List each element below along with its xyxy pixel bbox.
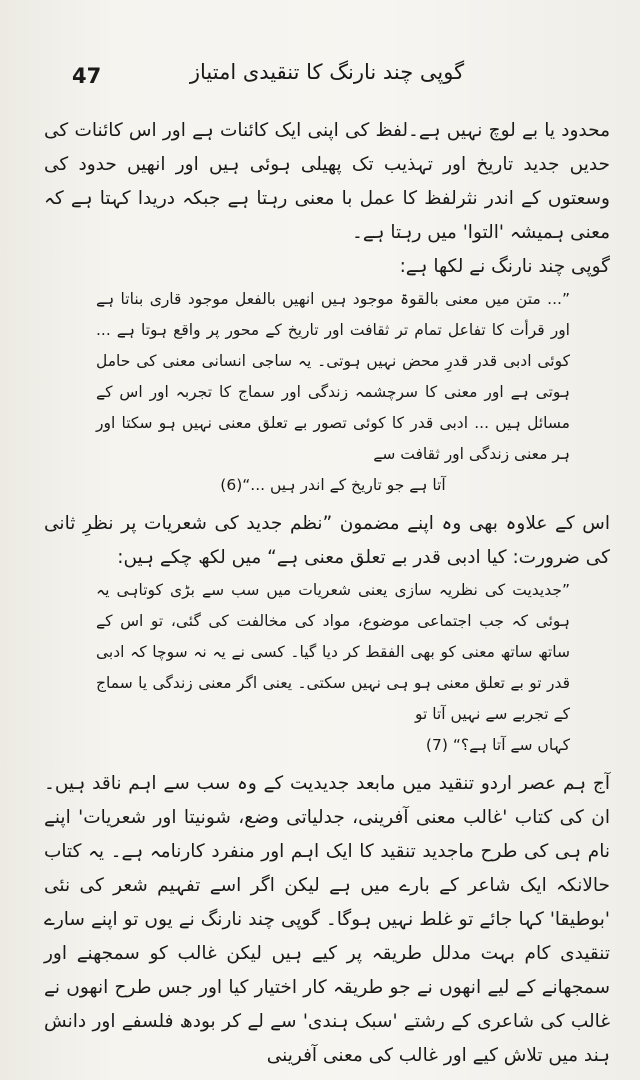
paragraph-1: محدود یا بے لوچ نہیں ہے۔لفظ کی اپنی ایک کائنات ہے اور اس کائنات کی حدیں جدید تاریخ اور تہذیب تک پھیلی ہوئی ہیں اور انھیں حدود کی وسعتوں کے اندر نثرلفظ کا عمل با معنی رہتا ہے جبکہ دریدا کہتا ہے کہ معنی ہمیشہ 'التوا' میں رہتا ہے۔ [44,120,610,243]
page-number: 47 [72,64,102,88]
page-header [44,54,610,104]
running-head: گوپی چند نارنگ کا تنقیدی امتیاز [189,60,465,84]
block-quote-1-end: آتا ہے جو تاریخ کے اندر ہیں ...“(6) [220,476,446,494]
quote-intro-1: گوپی چند نارنگ نے لکھا ہے: [399,256,610,277]
paragraph-3: آج ہم عصر اردو تنقید میں مابعد جدیدیت کے وہ سب سے اہم ناقد ہیں۔ ان کی کتاب 'غالب معنی آفرینی، جدلیاتی وضع، شونیتا اور شعریات' اپنے نام ہی کی طرح ماجدید تنقید کا ایک اہم اور منفرد کارنامہ ہے۔ یہ کتاب حالانکہ ایک شاعر کے بارے میں ہے لیکن اگر اسے تفہیم شعر کی نئی 'بوطیقا' کہا جائے تو غلط نہیں ہوگا۔ گوپی چند نارنگ نے یوں تو اپنے سارے تنقیدی کام بہت مدلل طریقہ پر کیے ہیں لیکن غالب کو سمجھنے اور سمجھانے کے لیے انھوں نے جو طریقہ کار اختیار کیا اور جس طرح انھوں نے غالب کی شاعری کے رشتے 'سبک ہندی' سے لے کر بودھ فلسفے اور دانش ہند میں تلاش کیے اور غالب کی معنی آفرینی [44,773,610,1066]
block-quote-2: ”جدیدیت کی نظریہ سازی یعنی شعریات میں سب سے بڑی کوتاہی یہ ہوئی کہ جب اجتماعی موضوع، مواد کی مخالفت کی گئی، تو اس کے ساتھ ساتھ معنی کو بھی الفقط کر دیا گیا۔ کسی نے یہ نہ سوچا کہ ادبی قدر تو بے تعلق معنی ہو ہی نہیں سکتی۔ یعنی اگر معنی زندگی یا سماج کے تجربے سے نہیں آتا تو [96,581,570,723]
block-quote-2-end: کہاں سے آتا ہے؟“ (7) [425,736,570,754]
paragraph-2: اس کے علاوہ بھی وہ اپنے مضمون ”نظم جدید کی شعریات پر نظرِ ثانی کی ضرورت: کیا ادبی قدر بے تعلق معنی ہے“ میں لکھ چکے ہیں: [44,513,610,568]
block-quote-1: ”... متن میں معنی بالقوۃ موجود ہیں انھیں بالفعل موجود قاری بناتا ہے اور قرأت کا تفاعل تمام تر ثقافت اور تاریخ کے محور پر واقع ہوتا ہے ... کوئی ادبی قدر قدرِ محض نہیں ہوتی۔ یہ ساجی انسانی معنی کی حامل ہوتی ہے اور معنی کا سرچشمہ زندگی اور سماج کا تجربہ اور اس کے مسائل ہیں ... ادبی قدر کا کوئی تصور بے تعلق معنی نہیں ہو سکتا اور ہر معنی زندگی اور ثقافت سے [96,290,570,463]
